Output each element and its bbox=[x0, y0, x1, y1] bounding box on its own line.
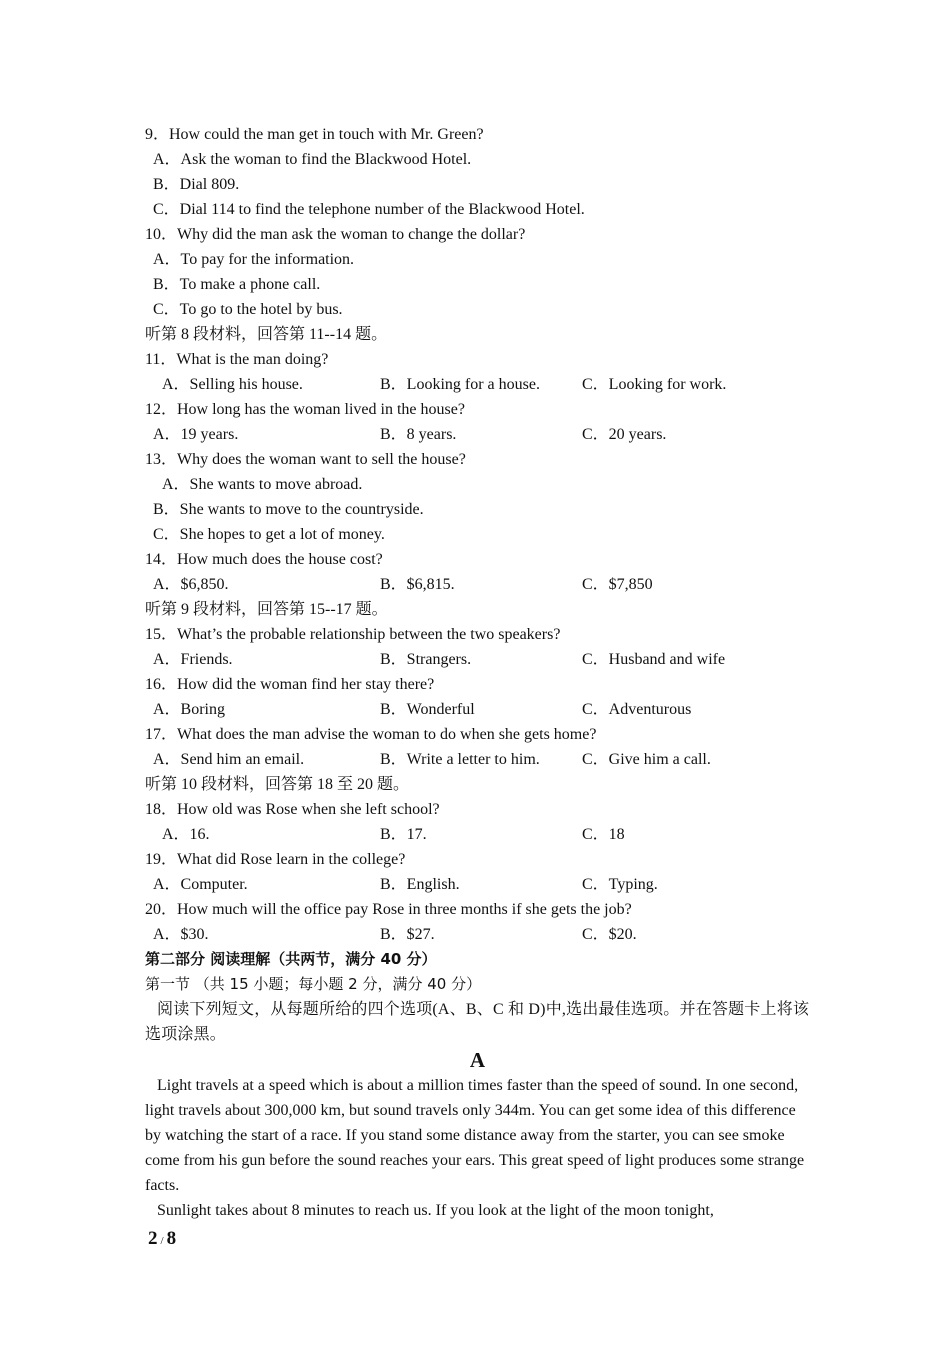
question-20: 20．How much will the office pay Rose in three months if she gets the job? bbox=[145, 901, 632, 918]
option-13a: A．She wants to move abroad. bbox=[162, 476, 363, 493]
option-16b: B．Wonderful bbox=[380, 701, 475, 718]
option-9c: C．Dial 114 to find the telephone number of the Blackwood Hotel. bbox=[153, 201, 585, 218]
option-19b: B．English. bbox=[380, 876, 460, 893]
options-19 bbox=[145, 872, 810, 897]
option-17b: B．Write a letter to him. bbox=[380, 751, 540, 768]
instruction-section-9: 听第 9 段材料，回答第 15--17 题。 bbox=[145, 601, 388, 618]
option-16c: C．Adventurous bbox=[582, 701, 692, 718]
page-content bbox=[145, 122, 810, 1223]
option-12b: B．8 years. bbox=[380, 426, 457, 443]
page-number bbox=[148, 1228, 176, 1250]
option-16a: A．Boring bbox=[153, 701, 226, 718]
options-15 bbox=[145, 647, 810, 672]
option-15c: C．Husband and wife bbox=[582, 651, 726, 668]
option-11b: B．Looking for a house. bbox=[380, 376, 540, 393]
option-12a: A．19 years. bbox=[153, 426, 239, 443]
passage-paragraph-1: Light travels at a speed which is about a million times faster than the speed of sound. In one second, light travels about 300,000 km, but sound travels only 344m. You can get some idea of this difference by watching the start of a race. If you stand some distance away from the starter, you can see smoke come from his gun before the sound reaches your ears. This great speed of light produces some strange facts. bbox=[145, 1077, 805, 1194]
question-9: 9．How could the man get in touch with Mr. Green? bbox=[145, 126, 484, 143]
question-18: 18．How old was Rose when she left school? bbox=[145, 801, 440, 818]
option-15b: B．Strangers. bbox=[380, 651, 472, 668]
question-13: 13．Why does the woman want to sell the house? bbox=[145, 451, 466, 468]
section1-title: 第一节 （共 15 小题；每小题 2 分，满分 40 分） bbox=[145, 975, 482, 993]
part2-title: 第二部分 阅读理解（共两节，满分 40 分） bbox=[145, 950, 437, 968]
question-14: 14．How much does the house cost? bbox=[145, 551, 383, 568]
option-20a: A．$30. bbox=[153, 926, 209, 943]
option-15a: A．Friends. bbox=[153, 651, 233, 668]
current-page: 2 bbox=[148, 1228, 158, 1249]
option-19c: C．Typing. bbox=[582, 876, 658, 893]
passage-label: A bbox=[469, 1048, 486, 1072]
question-12: 12．How long has the woman lived in the house? bbox=[145, 401, 465, 418]
option-13b: B．She wants to move to the countryside. bbox=[153, 501, 424, 518]
option-9a: A．Ask the woman to find the Blackwood Hotel. bbox=[153, 151, 472, 168]
options-16 bbox=[145, 697, 810, 722]
option-9b: B．Dial 809. bbox=[153, 176, 240, 193]
options-20 bbox=[145, 922, 810, 947]
passage-paragraph-2: Sunlight takes about 8 minutes to reach us. If you look at the light of the moon tonight, bbox=[157, 1202, 714, 1219]
options-18 bbox=[145, 822, 810, 847]
options-12 bbox=[145, 422, 810, 447]
question-19: 19．What did Rose learn in the college? bbox=[145, 851, 406, 868]
options-17 bbox=[145, 747, 810, 772]
option-11a: A．Selling his house. bbox=[162, 376, 303, 393]
option-14a: A．$6,850. bbox=[153, 576, 229, 593]
option-10a: A．To pay for the information. bbox=[153, 251, 355, 268]
question-11: 11．What is the man doing? bbox=[145, 351, 329, 368]
options-11 bbox=[145, 372, 810, 397]
option-20b: B．$27. bbox=[380, 926, 435, 943]
option-13c: C．She hopes to get a lot of money. bbox=[153, 526, 385, 543]
page-separator: / bbox=[160, 1235, 164, 1247]
question-10: 10．Why did the man ask the woman to change the dollar? bbox=[145, 226, 526, 243]
total-pages: 8 bbox=[166, 1228, 177, 1249]
option-18c: C．18 bbox=[582, 826, 625, 843]
option-14c: C．$7,850 bbox=[582, 576, 653, 593]
question-17: 17．What does the man advise the woman to do when she gets home? bbox=[145, 726, 597, 743]
options-14 bbox=[145, 572, 810, 597]
instruction-section-10: 听第 10 段材料，回答第 18 至 20 题。 bbox=[145, 776, 410, 793]
option-18a: A．16. bbox=[162, 826, 210, 843]
section1-instructions: 阅读下列短文，从每题所给的四个选项(A、B、C 和 D)中,选出最佳选项。并在答题卡上将该选项涂黑。 bbox=[145, 1001, 810, 1043]
option-18b: B．17. bbox=[380, 826, 427, 843]
option-17c: C．Give him a call. bbox=[582, 751, 711, 768]
option-14b: B．$6,815. bbox=[380, 576, 455, 593]
option-11c: C．Looking for work. bbox=[582, 376, 727, 393]
option-12c: C．20 years. bbox=[582, 426, 667, 443]
question-16: 16．How did the woman find her stay there? bbox=[145, 676, 435, 693]
option-17a: A．Send him an email. bbox=[153, 751, 305, 768]
option-19a: A．Computer. bbox=[153, 876, 248, 893]
instruction-section-8: 听第 8 段材料，回答第 11--14 题。 bbox=[145, 326, 388, 343]
option-20c: C．$20. bbox=[582, 926, 637, 943]
option-10b: B．To make a phone call. bbox=[153, 276, 321, 293]
option-10c: C．To go to the hotel by bus. bbox=[153, 301, 343, 318]
question-15: 15．What’s the probable relationship between the two speakers? bbox=[145, 626, 561, 643]
